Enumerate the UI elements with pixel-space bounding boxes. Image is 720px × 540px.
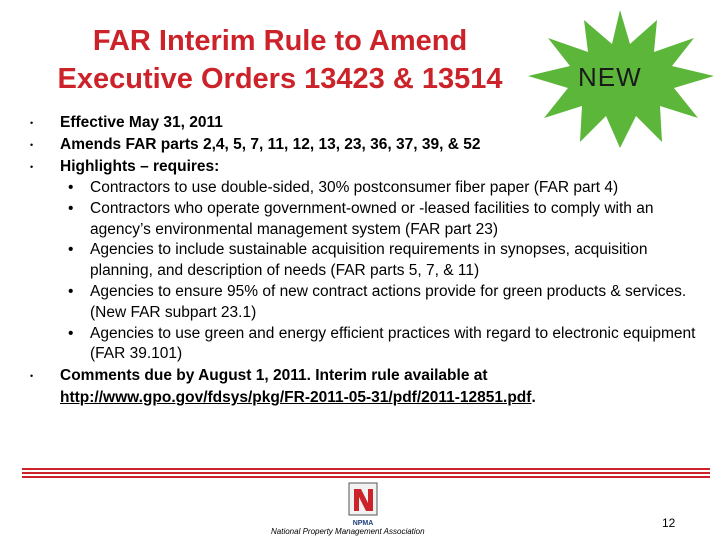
bullet-effective-date: • Effective May 31, 2011 (30, 112, 700, 134)
bullet-icon: • (68, 324, 74, 342)
sub-bullet-sustainable: • Agencies to include sustainable acquisition requirements in synopses, acquisition planning, and description of needs (FAR parts 5, 7, & 11) (68, 241, 648, 280)
npma-logo-icon (345, 481, 381, 527)
footer-divider (22, 468, 710, 470)
slide-content (30, 112, 700, 409)
link-period: . (531, 389, 536, 407)
footer-divider (22, 476, 710, 478)
sub-bullet-green: • Agencies to ensure 95% of new contract actions provide for green products & services. (New FAR subpart 23.1) (68, 282, 687, 321)
page-number: 12 (662, 516, 676, 530)
new-label: NEW (578, 62, 642, 92)
footer-text: National Property Management Association (271, 527, 425, 536)
bullet-amends-far: • Amends FAR parts 2,4, 5, 7, 11, 12, 13, 23, 36, 37, 39, & 52 (30, 134, 700, 156)
bullet-icon: • (68, 241, 74, 259)
bullet-icon: • (68, 282, 74, 300)
bullet-highlights: • Highlights – requires: (30, 156, 700, 178)
sub-bullet-ems: • Contractors who operate government-owned or -leased facilities to comply with an agency’s environmental management system (FAR part 23) (68, 199, 654, 238)
sub-bullet-paper: • Contractors to use double-sided, 30% postconsumer fiber paper (FAR part 4) (60, 178, 700, 199)
title-line-2: Executive Orders 13423 & 13514 (57, 63, 503, 95)
sub-bullet-electronic: • Agencies to use green and energy efficient practices with regard to electronic equipment (FAR 39.101) (68, 324, 696, 363)
title-line-1: FAR Interim Rule to Amend (92, 25, 468, 57)
footer-divider (22, 472, 710, 474)
bullet-comments: • Comments due by August 1, 2011. Interim rule available at http://www.gpo.gov/fdsys/pkg/FR-2011-05-31/pdf/2011-12851.pdf. (30, 367, 536, 407)
bullet-icon: • (30, 371, 34, 382)
sub-bullet-list (60, 178, 700, 365)
bullet-icon: • (30, 162, 34, 172)
bullet-icon: • (30, 118, 34, 128)
slide-title (20, 22, 540, 98)
bullet-icon: • (68, 199, 74, 217)
logo-text: NPMA (352, 520, 374, 527)
federal-register-link[interactable]: http://www.gpo.gov/fdsys/pkg/FR-2011-05-31/pdf/2011-12851.pdf (60, 389, 532, 407)
bullet-icon: • (68, 179, 74, 196)
bullet-icon: • (30, 140, 34, 150)
